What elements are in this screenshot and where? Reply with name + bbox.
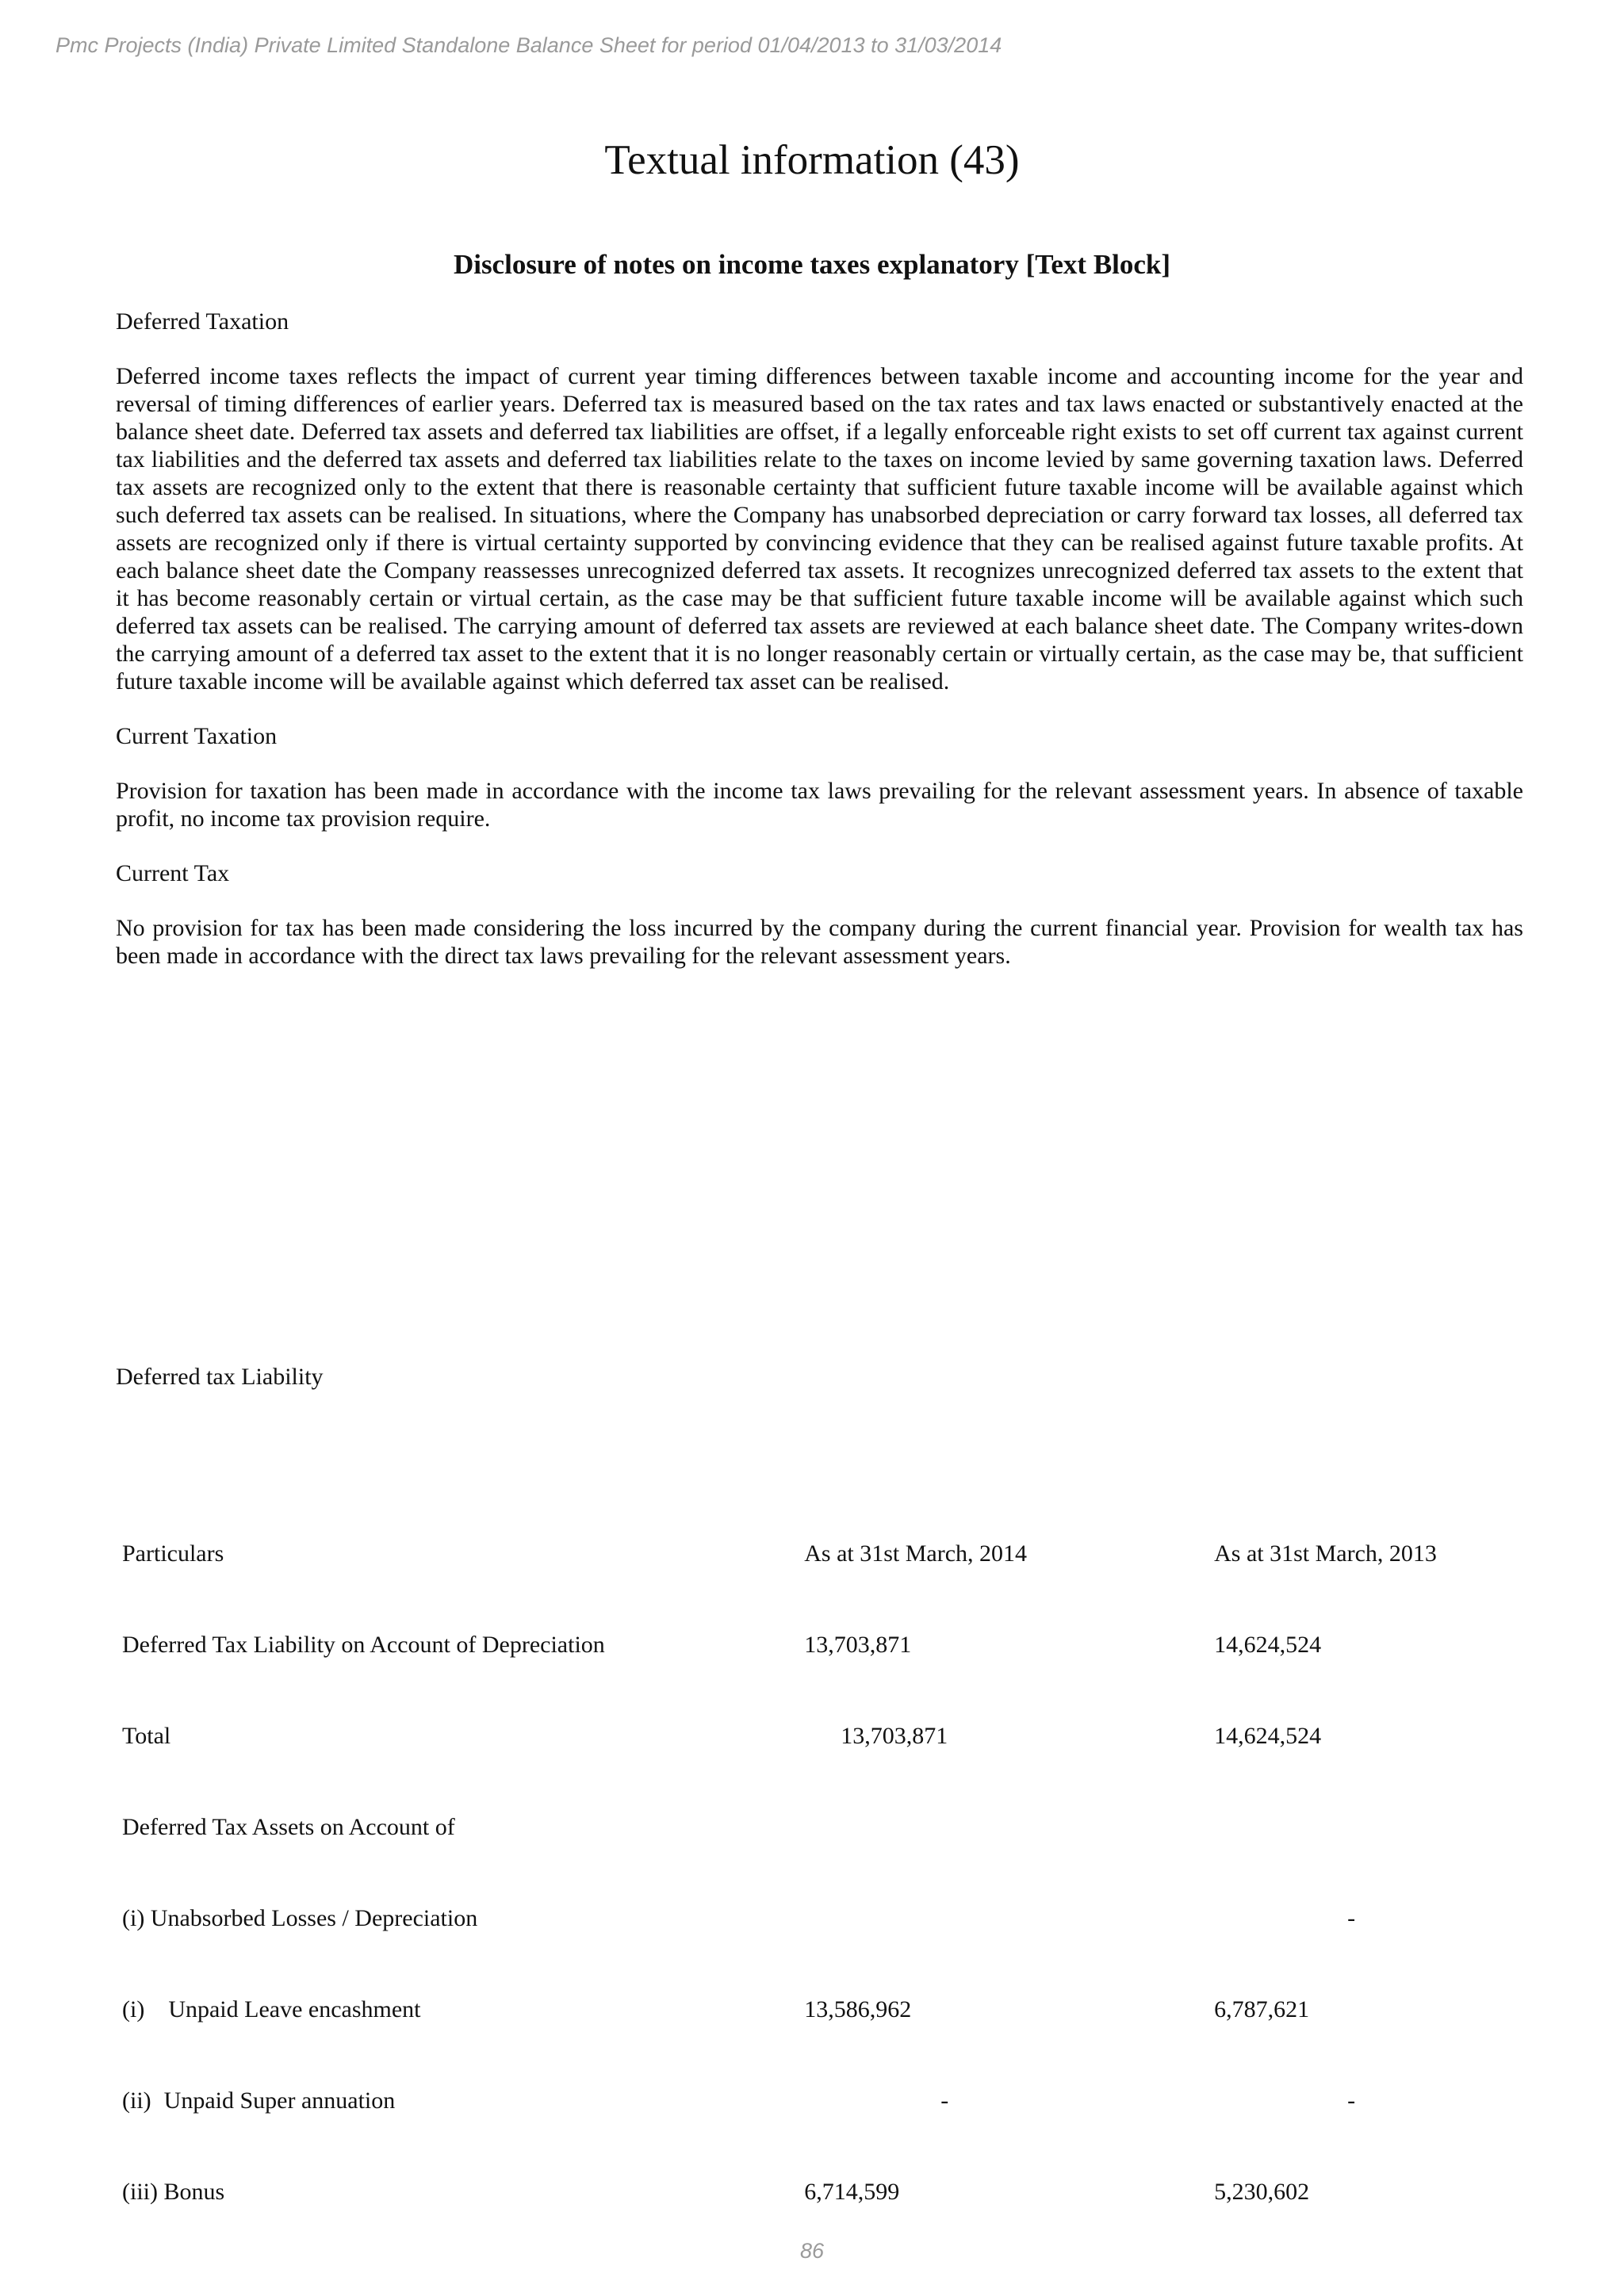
value-2013: 5,230,602 bbox=[1214, 2178, 1310, 2205]
value-2014: 6,714,599 bbox=[804, 2178, 900, 2205]
row-label: Deferred Tax Assets on Account of bbox=[122, 1813, 455, 1840]
row-text: Unpaid Super annuation bbox=[163, 2087, 396, 2114]
deferred-taxation-heading: Deferred Taxation bbox=[116, 308, 289, 335]
deferred-taxation-paragraph: Deferred income taxes reflects the impact of current year timing differences between taxable income and accounting income for the year and reversal of timing differences of earlier years. Deferred tax is measured based on the tax rates and tax laws enacted or substantively enacted at the balance sheet date. Deferred tax assets and deferred tax liabilities are offset, if a legally enforceable right exists to set off current tax against current tax liabilities and the deferred tax assets and deferred tax liabilities relate to the taxes on income levied by same governing taxation laws. Deferred tax assets are recognized only to the extent that there is reasonable certainty that sufficient future taxable income will be available against which such deferred tax assets can be realised. In situations, where the Company has unabsorbed depreciation or carry forward tax losses, all deferred tax assets are recognized only if there is virtual certainty supported by convincing evidence that they can be realised against future taxable profits. At each balance sheet date the Company reassesses unrecognized deferred tax assets. It recognizes unrecognized deferred tax assets to the extent that it has become reasonably certain or virtual certain, as the case may be that sufficient future taxable income will be available against which such deferred tax assets can be realised. The carrying amount of deferred tax assets are reviewed at each balance sheet date. The Company writes-down the carrying amount of a deferred tax asset to the extent that it is no longer reasonably certain or virtually certain, as the case may be, that sufficient future taxable income will be available against which deferred tax asset can be realised. bbox=[116, 363, 1523, 695]
value-2013: 14,624,524 bbox=[1214, 1722, 1322, 1749]
row-text: Unpaid Leave encashment bbox=[168, 1996, 421, 2022]
value-2014: 13,586,962 bbox=[804, 1996, 912, 2022]
row-label: (iii) Bonus bbox=[122, 2178, 225, 2205]
current-taxation-heading: Current Taxation bbox=[116, 723, 278, 749]
value-2013 bbox=[1214, 1781, 1624, 1873]
value-2013: - bbox=[1347, 2087, 1356, 2114]
value-2014 bbox=[804, 1781, 1214, 1873]
deferred-tax-liability-heading: Deferred tax Liability bbox=[116, 1364, 324, 1390]
table-row bbox=[122, 1964, 1624, 2055]
value-2014: 13,703,871 bbox=[841, 1722, 948, 1749]
table-row bbox=[122, 2055, 1624, 2146]
column-header-particulars: Particulars bbox=[122, 1540, 224, 1567]
value-2013: - bbox=[1347, 1904, 1356, 1931]
table-row bbox=[122, 2146, 1624, 2237]
column-header-2014: As at 31st March, 2014 bbox=[804, 1540, 1028, 1567]
column-header-2013: As at 31st March, 2013 bbox=[1214, 1540, 1437, 1567]
notes-content bbox=[116, 308, 1523, 997]
row-number: (i) bbox=[122, 1996, 145, 2022]
page-title: Textual information (43) bbox=[604, 137, 1020, 183]
page-number: 86 bbox=[799, 2239, 825, 2263]
value-2013: 6,787,621 bbox=[1214, 1996, 1310, 2022]
row-label bbox=[122, 2055, 804, 2146]
value-2014: - bbox=[940, 2087, 949, 2114]
table-row bbox=[122, 1781, 1624, 1873]
table-row bbox=[122, 1690, 1624, 1781]
row-number: (ii) bbox=[122, 2087, 151, 2114]
table-row bbox=[122, 1599, 1624, 1690]
value-2014: 13,703,871 bbox=[804, 1631, 912, 1658]
current-tax-paragraph: No provision for tax has been made considering the loss incurred by the company during the current financial year. Provision for wealth tax has been made in accordance with the direct tax laws prevailing for the relevant assessment years. bbox=[116, 915, 1523, 969]
row-label: (i) Unabsorbed Losses / Depreciation bbox=[122, 1904, 478, 1931]
row-label bbox=[122, 1964, 804, 2055]
current-taxation-paragraph: Provision for taxation has been made in accordance with the income tax laws prevailing for the relevant assessment years. In absence of taxable profit, no income tax provision require. bbox=[116, 778, 1523, 832]
row-label: Deferred Tax Liability on Account of Depreciation bbox=[122, 1631, 605, 1658]
table-header-row bbox=[122, 1508, 1624, 1599]
value-2013: 14,624,524 bbox=[1214, 1631, 1322, 1658]
current-tax-heading: Current Tax bbox=[116, 860, 230, 886]
table-row bbox=[122, 1873, 1624, 1964]
deferred-tax-table bbox=[122, 1508, 1624, 2237]
value-2014 bbox=[804, 1873, 1214, 1964]
text-block-title: Disclosure of notes on income taxes explanatory [Text Block] bbox=[453, 249, 1171, 280]
row-label: Total bbox=[122, 1722, 171, 1749]
running-header: Pmc Projects (India) Private Limited Standalone Balance Sheet for period 01/04/2013 to 31/03/2014 bbox=[56, 33, 1002, 57]
